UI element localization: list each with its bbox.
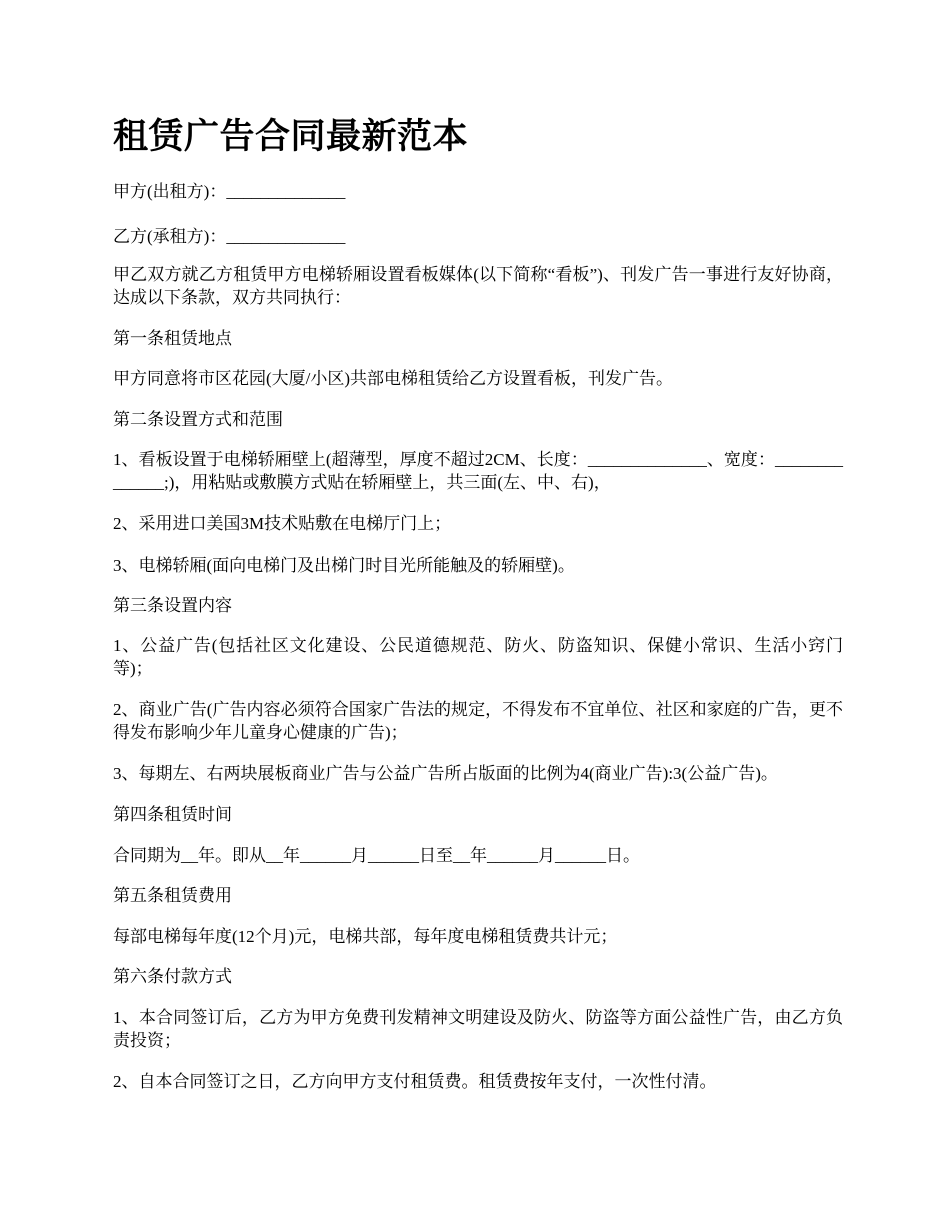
section-heading: 第三条设置内容 [113,596,232,615]
clause-paragraph: 2、商业广告(广告内容必须符合国家广告法的规定，不得发布不宜单位、社区和家庭的广告，更不得发布影响少年儿童身心健康的广告)； [113,700,843,742]
section-heading: 第一条租赁地点 [113,329,232,348]
section-heading: 第六条付款方式 [113,967,232,986]
clause-paragraph: 1、本合同签订后，乙方为甲方免费刊发精神文明建设及防火、防盗等方面公益性广告，由乙方负责投资； [113,1008,843,1050]
party-a-line: 甲方(出租方)：______________ [113,182,346,201]
clause-paragraph: 3、电梯轿厢(面向电梯门及出梯门时目光所能触及的轿厢壁)。 [113,556,575,575]
party-b-line: 乙方(承租方)：______________ [113,227,346,246]
document-title: 租赁广告合同最新范本 [113,117,469,156]
clause-paragraph: 甲方同意将市区花园(大厦/小区)共部电梯租赁给乙方设置看板，刊发广告。 [113,369,674,388]
clause-paragraph: 3、每期左、右两块展板商业广告与公益广告所占版面的比例为4(商业广告):3(公益广告)。 [113,764,778,783]
section-heading: 第二条设置方式和范围 [113,410,283,429]
clause-paragraph: 2、采用进口美国3M技术贴敷在电梯厅门上； [113,514,452,533]
section-heading: 第五条租赁费用 [113,886,232,905]
clause-paragraph: 1、看板设置于电梯轿厢壁上(超薄型，厚度不超过2CM、长度：______________、宽度：______________;)，用粘贴或敷膜方式贴在轿厢壁上，共三面(左、中、右)， [113,450,843,492]
clause-paragraph: 1、公益广告(包括社区文化建设、公民道德规范、防火、防盗知识、保健小常识、生活小窍门等)； [113,636,843,678]
clause-paragraph: 合同期为__年。即从__年______月______日至__年______月______日。 [113,846,640,865]
preamble-paragraph: 甲乙双方就乙方租赁甲方电梯轿厢设置看板媒体(以下简称“看板”)、刊发广告一事进行友好协商，达成以下条款，双方共同执行： [113,265,843,307]
clause-paragraph: 2、自本合同签订之日，乙方向甲方支付租赁费。租赁费按年支付，一次性付清。 [113,1072,717,1091]
section-heading: 第四条租赁时间 [113,805,232,824]
clause-paragraph: 每部电梯每年度(12个月)元，电梯共部，每年度电梯租赁费共计元； [113,927,618,946]
